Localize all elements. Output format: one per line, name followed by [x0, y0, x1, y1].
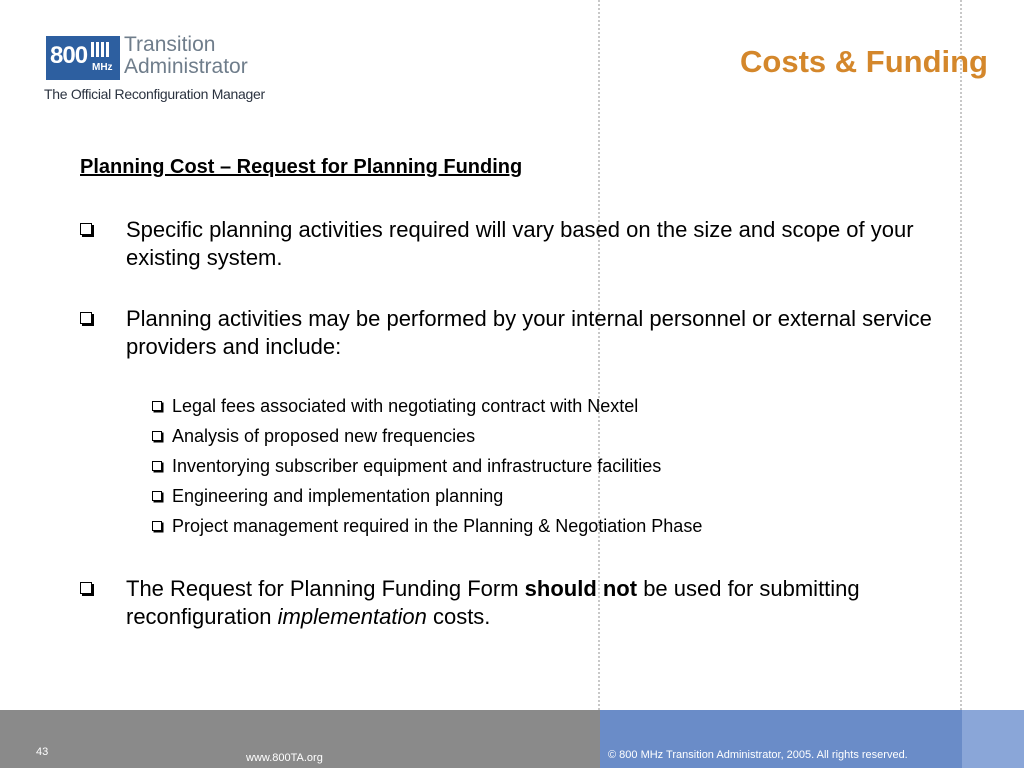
sub-bullet-item [152, 455, 661, 477]
slide-title: Costs & Funding [740, 44, 988, 79]
checkbox-bullet-icon [80, 582, 92, 594]
checkbox-bullet-icon [152, 431, 162, 441]
sub-bullet-text: Inventorying subscriber equipment and infrastructure facilities [172, 456, 662, 476]
sub-bullet-item [152, 425, 475, 447]
checkbox-bullet-icon [152, 461, 162, 471]
checkbox-bullet-icon [80, 312, 92, 324]
checkbox-bullet-icon [80, 223, 92, 235]
sub-bullet-text: Engineering and implementation planning [172, 486, 504, 506]
bullet-text-part: be used for submitting reconfiguration [126, 576, 860, 629]
logo-line2: Administrator [124, 55, 248, 78]
checkbox-bullet-icon [152, 401, 162, 411]
bullet-text: Specific planning activities required will vary based on the size and scope of your existing system. [126, 217, 914, 270]
bullet-text [126, 575, 886, 631]
logo-badge [46, 36, 120, 80]
sub-bullet-text: Project management required in the Planning & Negotiation Phase [172, 516, 703, 536]
bullet-text: Planning activities may be performed by your internal personnel or external service providers and include: [126, 306, 932, 359]
sub-bullet-item [152, 485, 503, 507]
bullet-item [80, 216, 986, 272]
bullet-item [80, 305, 986, 361]
logo-number: 800 [50, 42, 88, 69]
logo [42, 34, 302, 110]
footer-band-edge [962, 710, 1024, 768]
bullet-item [80, 575, 886, 631]
logo-unit: MHz [92, 62, 113, 73]
logo-line1: Transition [124, 33, 216, 56]
bullet-text-part: The Request for Planning Funding Form [126, 576, 525, 601]
section-heading: Planning Cost – Request for Planning Funding [80, 156, 523, 178]
checkbox-bullet-icon [152, 491, 162, 501]
sub-bullet-text: Analysis of proposed new frequencies [172, 426, 476, 446]
bullet-text-part: costs. [426, 604, 491, 629]
footer-url: www.800TA.org [246, 752, 323, 764]
sub-bullet-item [152, 395, 638, 417]
checkbox-bullet-icon [152, 521, 162, 531]
logo-bars-icon [91, 42, 111, 62]
footer-copyright: © 800 MHz Transition Administrator, 2005. All rights reserved. [608, 749, 908, 761]
bullet-text-emphasis: should not [524, 576, 638, 601]
page-number: 43 [36, 746, 49, 758]
logo-tagline: The Official Reconfiguration Manager [44, 86, 265, 102]
sub-bullet-text: Legal fees associated with negotiating contract with Nextel [172, 396, 639, 416]
bullet-text-italic: implementation [277, 604, 427, 629]
sub-bullet-item [152, 515, 702, 537]
